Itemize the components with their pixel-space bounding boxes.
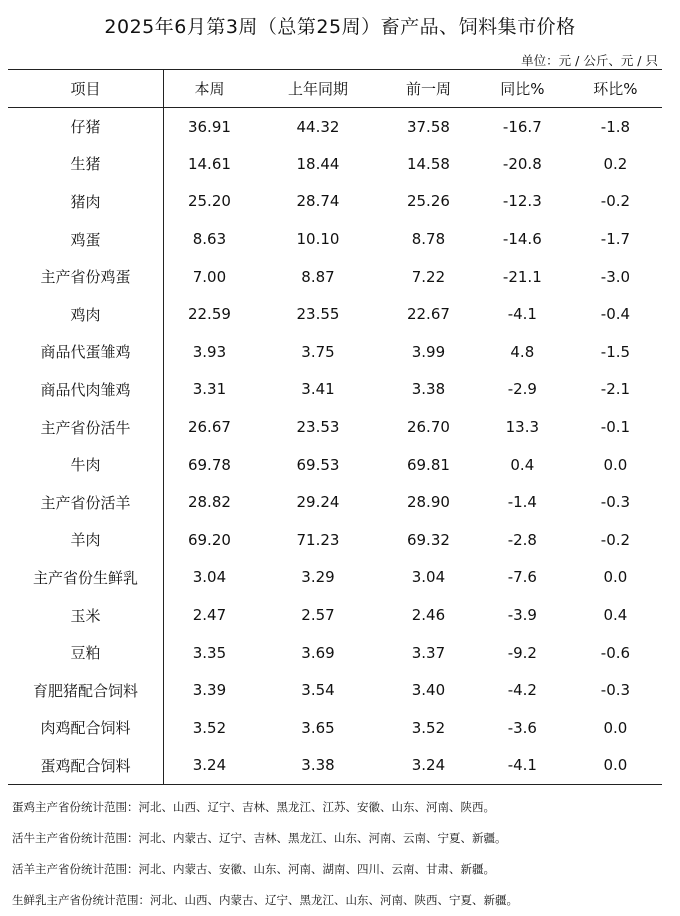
cell-item-name: 鸡肉 bbox=[8, 295, 164, 333]
cell-last-year: 3.69 bbox=[301, 643, 335, 662]
cell-wow-pct: -1.8 bbox=[600, 117, 631, 136]
cell-yoy-pct: -4.1 bbox=[476, 747, 569, 785]
cell-item-name: 育肥猪配合饲料 bbox=[8, 671, 164, 709]
cell-last-year: 2.57 bbox=[301, 606, 335, 625]
cell-item-name: 猪肉 bbox=[8, 183, 164, 221]
cell-this-week: 3.31 bbox=[192, 380, 227, 399]
cell-this-week: 25.20 bbox=[187, 192, 231, 211]
cell-this-week: 3.35 bbox=[192, 643, 227, 662]
cell-last-year: 28.74 bbox=[296, 192, 340, 211]
cell-yoy-pct: -12.3 bbox=[502, 192, 542, 211]
table-row bbox=[8, 483, 662, 521]
cell-last-year: 18.44 bbox=[296, 154, 340, 173]
cell-prev-week: 3.04 bbox=[411, 568, 446, 587]
cell-this-week: 3.04 bbox=[192, 568, 227, 587]
cell-prev-week: 2.46 bbox=[411, 606, 446, 625]
header-last-year: 上年同期 bbox=[255, 70, 381, 108]
table-row bbox=[8, 559, 662, 597]
table-row bbox=[8, 446, 662, 484]
table-row bbox=[8, 220, 662, 258]
cell-prev-week: 3.37 bbox=[411, 643, 446, 662]
footnote: 蛋鸡主产省份统计范围：河北、山西、辽宁、吉林、黑龙江、江苏、安徽、山东、河南、陕西。 bbox=[12, 800, 495, 814]
cell-wow-pct: 0.0 bbox=[603, 718, 628, 737]
table-row bbox=[8, 709, 662, 747]
cell-yoy-pct: -21.1 bbox=[502, 267, 542, 286]
cell-item-name: 商品代蛋雏鸡 bbox=[8, 333, 164, 371]
footnote: 活牛主产省份统计范围：河北、内蒙古、辽宁、吉林、黑龙江、山东、河南、云南、宁夏、新疆。 bbox=[12, 831, 507, 845]
header-this-week: 本周 bbox=[164, 70, 255, 108]
cell-wow-pct: 0.0 bbox=[603, 455, 628, 474]
table-row bbox=[8, 634, 662, 672]
cell-this-week: 2.47 bbox=[192, 606, 227, 625]
cell-yoy-pct: -4.2 bbox=[507, 681, 537, 700]
table-row bbox=[8, 671, 662, 709]
cell-last-year: 71.23 bbox=[296, 530, 340, 549]
cell-item-name: 主产省份活羊 bbox=[8, 483, 164, 521]
footnote: 活羊主产省份统计范围：河北、内蒙古、安徽、山东、河南、湖南、四川、云南、甘肃、新疆。 bbox=[12, 862, 495, 876]
cell-this-week: 14.61 bbox=[187, 154, 231, 173]
cell-this-week: 3.24 bbox=[164, 747, 255, 785]
header-wow: 环比% bbox=[569, 70, 662, 108]
cell-item-name: 肉鸡配合饲料 bbox=[8, 709, 164, 747]
cell-this-week: 3.52 bbox=[192, 718, 227, 737]
cell-this-week: 22.59 bbox=[187, 305, 231, 324]
cell-wow-pct: -0.4 bbox=[600, 305, 631, 324]
cell-item-name: 主产省份鸡蛋 bbox=[8, 258, 164, 296]
table-row bbox=[8, 258, 662, 296]
cell-prev-week: 28.90 bbox=[406, 493, 450, 512]
table-row bbox=[8, 371, 662, 409]
cell-prev-week: 3.38 bbox=[411, 380, 446, 399]
cell-yoy-pct: -3.6 bbox=[507, 718, 537, 737]
cell-wow-pct: 0.0 bbox=[603, 568, 628, 587]
table-row bbox=[8, 183, 662, 221]
cell-last-year: 3.29 bbox=[301, 568, 335, 587]
cell-item-name: 玉米 bbox=[8, 596, 164, 634]
cell-last-year: 44.32 bbox=[296, 117, 340, 136]
cell-yoy-pct: 4.8 bbox=[510, 342, 535, 361]
cell-wow-pct: -0.3 bbox=[600, 681, 631, 700]
cell-wow-pct: -3.0 bbox=[600, 267, 631, 286]
cell-this-week: 8.63 bbox=[192, 230, 227, 249]
cell-prev-week: 3.24 bbox=[381, 747, 476, 785]
cell-prev-week: 26.70 bbox=[406, 418, 450, 437]
cell-item-name: 羊肉 bbox=[8, 521, 164, 559]
page-title: 2025年6月第3周（总第25周）畜产品、饲料集市价格 bbox=[104, 16, 576, 38]
cell-last-year: 3.54 bbox=[301, 681, 335, 700]
table-row bbox=[8, 521, 662, 559]
cell-prev-week: 69.32 bbox=[406, 530, 450, 549]
cell-this-week: 36.91 bbox=[187, 117, 231, 136]
cell-wow-pct: -0.6 bbox=[600, 643, 631, 662]
cell-prev-week: 22.67 bbox=[406, 305, 450, 324]
cell-item-name: 豆粕 bbox=[8, 634, 164, 672]
cell-this-week: 7.00 bbox=[192, 267, 227, 286]
cell-prev-week: 8.78 bbox=[411, 230, 446, 249]
cell-item-name: 蛋鸡配合饲料 bbox=[8, 747, 164, 785]
cell-yoy-pct: -7.6 bbox=[507, 568, 537, 587]
cell-yoy-pct: -1.4 bbox=[507, 493, 537, 512]
cell-item-name: 仔猪 bbox=[8, 108, 164, 146]
cell-yoy-pct: -2.8 bbox=[507, 530, 537, 549]
cell-yoy-pct: 0.4 bbox=[510, 455, 535, 474]
header-prev-week: 前一周 bbox=[381, 70, 476, 108]
cell-prev-week: 25.26 bbox=[406, 192, 450, 211]
cell-last-year: 3.65 bbox=[301, 718, 335, 737]
cell-wow-pct: 0.2 bbox=[603, 154, 628, 173]
table-row bbox=[8, 333, 662, 371]
cell-last-year: 3.41 bbox=[301, 380, 335, 399]
cell-this-week: 69.20 bbox=[187, 530, 231, 549]
table-header-row bbox=[8, 70, 662, 108]
cell-wow-pct: 0.4 bbox=[603, 606, 628, 625]
table-row bbox=[8, 408, 662, 446]
cell-last-year: 3.75 bbox=[301, 342, 335, 361]
header-item: 项目 bbox=[8, 70, 164, 108]
cell-last-year: 23.55 bbox=[296, 305, 340, 324]
unit-label: 单位：元 / 公斤、元 / 只 bbox=[521, 53, 658, 68]
footnotes bbox=[12, 792, 672, 916]
table-body bbox=[8, 108, 662, 785]
table-row bbox=[8, 108, 662, 146]
cell-prev-week: 3.52 bbox=[411, 718, 446, 737]
cell-yoy-pct: -3.9 bbox=[507, 606, 537, 625]
cell-wow-pct: -1.7 bbox=[600, 230, 631, 249]
header-yoy: 同比% bbox=[476, 70, 569, 108]
cell-last-year: 29.24 bbox=[296, 493, 340, 512]
cell-prev-week: 7.22 bbox=[411, 267, 446, 286]
cell-last-year: 10.10 bbox=[296, 230, 340, 249]
cell-item-name: 鸡蛋 bbox=[8, 220, 164, 258]
cell-this-week: 3.39 bbox=[192, 681, 227, 700]
cell-yoy-pct: -16.7 bbox=[502, 117, 542, 136]
cell-this-week: 69.78 bbox=[187, 455, 231, 474]
cell-wow-pct: -1.5 bbox=[600, 342, 631, 361]
cell-last-year: 8.87 bbox=[301, 267, 335, 286]
cell-wow-pct: -2.1 bbox=[600, 380, 631, 399]
cell-prev-week: 69.81 bbox=[406, 455, 450, 474]
cell-yoy-pct: -9.2 bbox=[507, 643, 537, 662]
price-table bbox=[8, 69, 662, 785]
cell-this-week: 3.93 bbox=[192, 342, 227, 361]
cell-wow-pct: -0.1 bbox=[600, 418, 631, 437]
cell-prev-week: 14.58 bbox=[406, 154, 450, 173]
cell-wow-pct: -0.3 bbox=[600, 493, 631, 512]
cell-item-name: 生猪 bbox=[8, 145, 164, 183]
cell-prev-week: 3.40 bbox=[411, 681, 446, 700]
cell-yoy-pct: -20.8 bbox=[502, 154, 542, 173]
cell-item-name: 牛肉 bbox=[8, 446, 164, 484]
cell-wow-pct: 0.0 bbox=[569, 747, 662, 785]
cell-yoy-pct: -4.1 bbox=[507, 305, 537, 324]
cell-wow-pct: -0.2 bbox=[600, 192, 631, 211]
cell-last-year: 69.53 bbox=[296, 455, 340, 474]
table-row bbox=[8, 747, 662, 785]
cell-prev-week: 37.58 bbox=[406, 117, 450, 136]
cell-yoy-pct: -2.9 bbox=[507, 380, 537, 399]
cell-item-name: 主产省份生鲜乳 bbox=[8, 559, 164, 597]
cell-wow-pct: -0.2 bbox=[600, 530, 631, 549]
footnote: 生鲜乳主产省份统计范围：河北、山西、内蒙古、辽宁、黑龙江、山东、河南、陕西、宁夏、新疆。 bbox=[12, 893, 518, 907]
cell-item-name: 主产省份活牛 bbox=[8, 408, 164, 446]
cell-last-year: 3.38 bbox=[255, 747, 381, 785]
table-row bbox=[8, 596, 662, 634]
cell-prev-week: 3.99 bbox=[411, 342, 446, 361]
table-row bbox=[8, 145, 662, 183]
cell-item-name: 商品代肉雏鸡 bbox=[8, 371, 164, 409]
cell-yoy-pct: -14.6 bbox=[502, 230, 542, 249]
cell-this-week: 28.82 bbox=[187, 493, 231, 512]
cell-yoy-pct: 13.3 bbox=[505, 418, 540, 437]
cell-this-week: 26.67 bbox=[187, 418, 231, 437]
cell-last-year: 23.53 bbox=[296, 418, 340, 437]
table-row bbox=[8, 295, 662, 333]
